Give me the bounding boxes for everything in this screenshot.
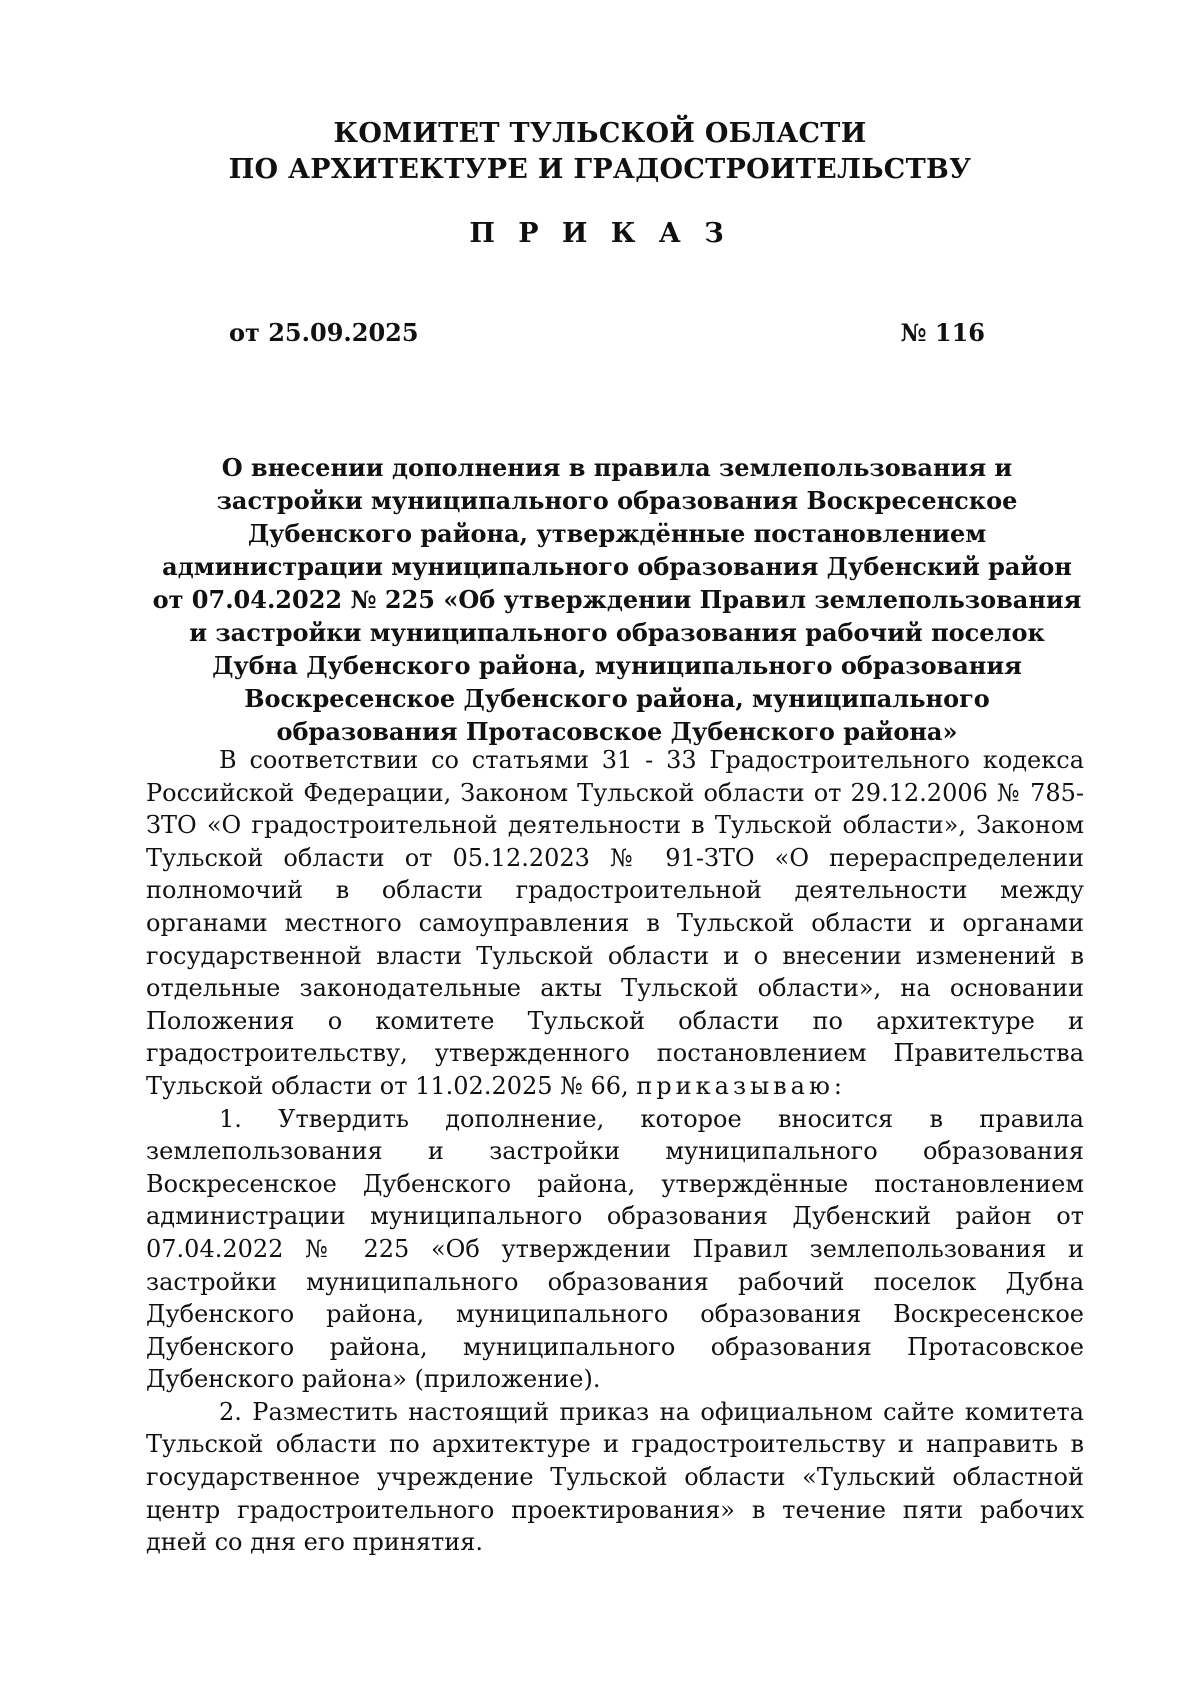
item-1-paragraph: 1. Утвердить дополнение, которое вносится в правила землепользования и застройки муниципального образования Воскресенское Дубенского района, утверждённые постановлением администрации муниципального образования Дубенский район от 07.04.2022 № 225 «Об утверждении Правил землепользования и застройки муниципального образования рабочий поселок Дубна Дубенского района, муниципального образования Воскресенское Дубенского района, муниципального образования Протасовское Дубенского района» (приложение). [146, 1104, 1084, 1394]
organization-name [0, 116, 1200, 188]
organization-line-2: ПО АРХИТЕКТУРЕ И ГРАДОСТРОИТЕЛЬСТВУ [228, 154, 972, 185]
organization-line-1: КОМИТЕТ ТУЛЬСКОЙ ОБЛАСТИ [333, 118, 867, 149]
order-word: приказываю: [636, 1071, 846, 1100]
document-type: П Р И К А З [469, 218, 731, 249]
order-date: от 25.09.2025 [229, 318, 419, 347]
preamble-text: В соответствии со статьями 31 - 33 Градостроительного кодекса Российской Федерации, Законом Тульской области от 29.12.2006 № 785-ЗТО «О градостроительной деятельности в Тульской области», Законом Тульской области от 05.12.2023 № 91-ЗТО «О перераспределении полномочий в области градостроительной деятельности между органами местного самоуправления в Тульской области и органами государственной власти Тульской области и о внесении изменений в отдельные законодательные акты Тульской области», на основании Положения о комитете Тульской области по архитектуре и градостроительству, утвержденного постановлением Правительства Тульской области от 11.02.2025 № 66, [146, 746, 1084, 1100]
order-title: О внесении дополнения в правила землепользования и застройки муниципального образования Воскресенское Дубенского района, утверждённые постановлением администрации муниципального образования Дубенский район от 07.04.2022 № 225 «Об утверждении Правил землепользования и застройки муниципального образования рабочий поселок Дубна Дубенского района, муниципального образования Воскресенское Дубенского района, муниципального образования Протасовское Дубенского района» [152, 453, 1082, 746]
preamble-paragraph [146, 744, 1084, 1103]
order-body [146, 744, 1084, 1559]
item-2-paragraph: 2. Разместить настоящий приказ на официальном сайте комитета Тульской области по архитектуре и градостроительству и направить в государственное учреждение Тульской области «Тульский областной центр градостроительного проектирования» в течение пяти рабочих дней со дня его принятия. [146, 1397, 1084, 1557]
order-number: № 116 [900, 318, 985, 347]
